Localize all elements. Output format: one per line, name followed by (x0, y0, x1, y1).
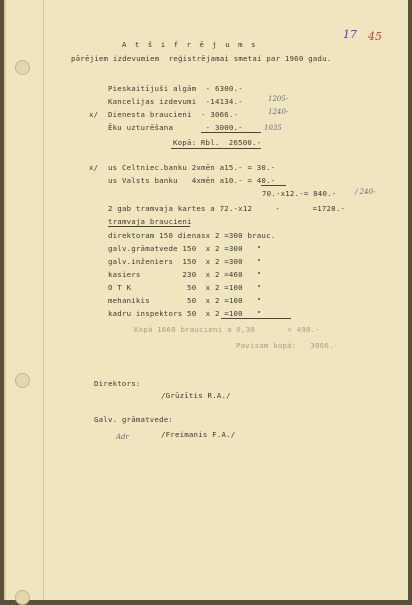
bank-underline (261, 185, 286, 186)
accountant-label: Galv. grāmatvede: (94, 415, 174, 424)
total-underline (171, 148, 261, 149)
item-row: Ēku uzturēšana - 3000.- (108, 123, 243, 132)
bank-subtotal: 70.-x12.-= 840.- (262, 189, 337, 198)
doc-subtitle: pārējiem izdevumiem reģistrējamai smetai par 1960 gadu. (71, 54, 332, 63)
tram-row: galv.grāmatvede 150 x 2 =300 " (108, 244, 262, 253)
tram-heading: tramvaja braucieni (108, 217, 192, 226)
fold-line (43, 0, 44, 600)
director-name: /Grūzītis R.A./ (161, 391, 231, 400)
tram-row: kasiers 230 x 2 =460 " (108, 270, 262, 279)
tram-sum-underline (221, 318, 291, 319)
total-row: Kopā: Rbl. 26500.- (173, 138, 262, 147)
tram-row: galv.inženiers 150 x 2 =300 " (108, 257, 262, 266)
punch-hole (15, 373, 30, 388)
tram-row: direktoram 150 dienasx 2 =300 brauc. (108, 231, 276, 240)
punch-hole (15, 590, 30, 605)
bank-row: us Celtniec.banku 2xmēn a15.- = 30.- (108, 163, 276, 172)
handwritten-note: 1205- (268, 95, 291, 103)
handwritten-note: 1035 (264, 124, 282, 132)
tram-row: mehanikis 50 x 2 =100 " (108, 296, 262, 305)
x-mark: x/ (89, 110, 99, 119)
page-number-blue: 17 (343, 28, 357, 41)
page-number-red: 45 (368, 30, 382, 43)
bank-row: us Valsts banku 4xmēn a10.- = 40.- (108, 176, 276, 185)
punch-hole (15, 60, 30, 75)
handwritten-note: / 240- (355, 188, 376, 196)
faint-sum-row: Kopā 1660 braucieni a 0,30 = 498.- (134, 325, 320, 334)
accountant-name: /Freimanis F.A./ (161, 430, 236, 439)
faint-total-row: Pavisam kopā: 3066.- (236, 341, 339, 350)
tram-cards-row: 2 gab tramvaja kartes a 72.-x12 - =1728.- (108, 204, 346, 213)
doc-title: A t š i f r ē j u m s (122, 40, 258, 49)
item-row: Kancelijas izdevumi -14134.- (108, 97, 243, 106)
director-label: Direktors: (94, 379, 141, 388)
x-mark: x/ (89, 163, 99, 172)
handwritten-note: 1240- (268, 108, 289, 116)
tram-heading-underline (108, 226, 190, 227)
item-row: Pieskaitījuši algām - 6300.- (108, 84, 243, 93)
handwritten-note: Adr (116, 433, 129, 441)
item-row: Dienesta braucieni - 3066.- (108, 110, 239, 119)
sum-underline (201, 132, 261, 133)
document-page (4, 0, 408, 600)
tram-row: kadru inspektors 50 x 2 =100 " (108, 309, 262, 318)
tram-row: O T K 50 x 2 =100 " (108, 283, 262, 292)
